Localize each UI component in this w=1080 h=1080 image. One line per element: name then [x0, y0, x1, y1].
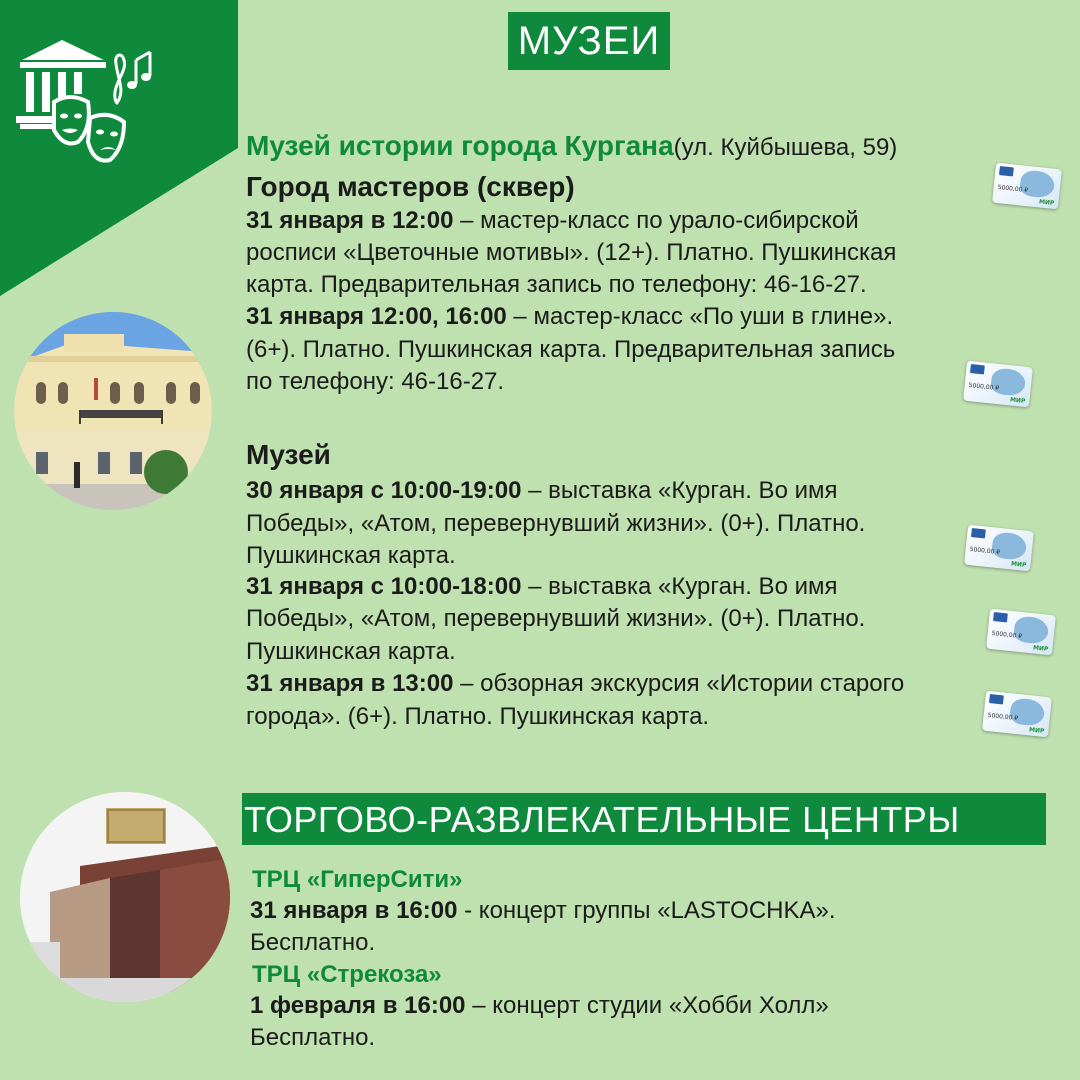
- pushkin-card-icon: 5000,00 ₽ МИР: [964, 525, 1034, 572]
- event-line: 31 января в 13:00 – обзорная экскурсия «Истории старого: [246, 670, 905, 697]
- event-line: по телефону: 46-16-27.: [246, 368, 505, 395]
- section-header-museums: МУЗЕИ: [508, 12, 670, 70]
- event-line: Победы», «Атом, перевернувший жизни». (0+). Платно.: [246, 605, 866, 632]
- pushkin-card-icon: 5000,00 ₽ МИР: [982, 691, 1052, 738]
- museum-title: Музей истории города Кургана: [246, 130, 674, 161]
- pushkin-card-icon: 5000,00 ₽ МИР: [963, 361, 1033, 408]
- event-line: 31 января в 16:00 - концерт группы «LASTOCHKA».: [250, 897, 836, 924]
- event-line: 31 января в 12:00 – мастер-класс по урало-сибирской: [246, 207, 859, 234]
- mall-name: ТРЦ «Стрекоза»: [252, 961, 442, 988]
- event-line: 30 января с 10:00-19:00 – выставка «Курган. Во имя: [246, 477, 838, 504]
- event-note: Бесплатно.: [250, 1024, 376, 1051]
- section-header-malls: ТОРГОВО-РАЗВЛЕКАТЕЛЬНЫЕ ЦЕНТРЫ: [242, 793, 1046, 845]
- event-line: росписи «Цветочные мотивы». (12+). Платно. Пушкинская: [246, 239, 897, 266]
- event-line: Пушкинская карта.: [246, 542, 456, 569]
- mall-building-photo: [20, 792, 230, 1002]
- event-line: карта. Предварительная запись по телефону: 46-16-27.: [246, 271, 867, 298]
- event-line: города». (6+). Платно. Пушкинская карта.: [246, 703, 710, 730]
- pushkin-card-icon: 5000,00 ₽ МИР: [986, 609, 1056, 656]
- museum-building-photo: [14, 312, 212, 510]
- event-line: 31 января с 10:00-18:00 – выставка «Курган. Во имя: [246, 573, 838, 600]
- museum-theatre-icon: [12, 38, 162, 178]
- museum-address: (ул. Куйбышева, 59): [673, 134, 898, 161]
- event-line: (6+). Платно. Пушкинская карта. Предварительная запись: [246, 336, 896, 363]
- subsection-title: Музей: [246, 439, 331, 470]
- event-line: 1 февраля в 16:00 – концерт студии «Хобби Холл»: [250, 992, 829, 1019]
- event-line: 31 января 12:00, 16:00 – мастер-класс «По уши в глине».: [246, 303, 894, 330]
- subsection-title: Город мастеров (сквер): [246, 171, 575, 202]
- pushkin-card-icon: 5000,00 ₽ МИР: [992, 163, 1062, 210]
- museum-title-line: [246, 130, 897, 163]
- event-note: Бесплатно.: [250, 929, 376, 956]
- event-line: Победы», «Атом, перевернувший жизни». (0+). Платно.: [246, 510, 866, 537]
- event-line: Пушкинская карта.: [246, 638, 456, 665]
- mall-name: ТРЦ «ГиперСити»: [252, 866, 463, 893]
